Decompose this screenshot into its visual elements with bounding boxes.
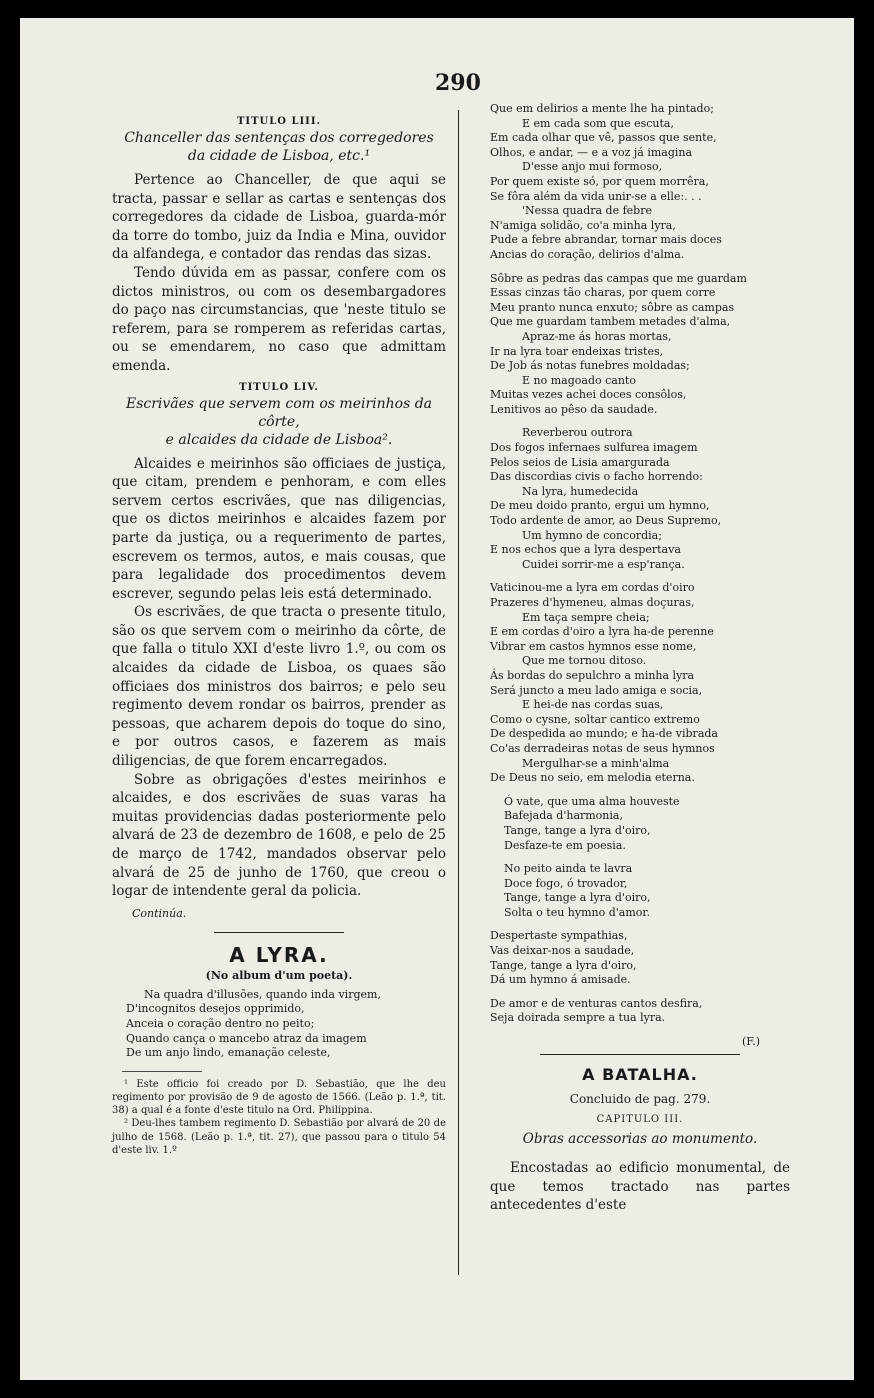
verse-line: Será juncto a meu lado amiga e socia, (490, 683, 703, 697)
verse-line: E em cordas d'oiro a lyra ha-de perenne (490, 625, 714, 639)
poem-signature: (F.) (742, 1035, 760, 1049)
footnote: ² Deu-lhes tambem regimento D. Sebastião por alvará de 20 de julho de 1568. (Leão p. 1.ª, tit. 27), que passou para o titulo 54 d'este liv. 1.º (112, 1118, 446, 1156)
verse-line: D'incognitos desejos opprimido, (126, 1002, 305, 1016)
verse-line: Tange, tange a lyra d'oiro, (504, 823, 651, 837)
verse-line: Das discordias civis o facho horrendo: (490, 470, 703, 484)
verse-line: 'Nessa quadra de febre (522, 204, 652, 218)
verse-line: Reverberou outrora (522, 426, 633, 440)
poem-stanza (490, 929, 790, 987)
verse-line: Pelos seios de Lisia amargurada (490, 455, 670, 469)
lyra-title: A LYRA. (229, 942, 329, 967)
batalha-title: A BATALHA. (582, 1065, 698, 1085)
lyra-poem-continued (490, 102, 790, 1026)
poem-stanza (490, 581, 790, 785)
verse-line: Ir na lyra toar endeixas tristes, (490, 344, 664, 358)
poem-stanza (490, 795, 790, 853)
poem-stanza (490, 862, 790, 920)
column-divider (458, 110, 459, 1275)
titulo-liv-title: Escrivães que servem com os meirinhos da côrte, e alcaides da cidade de Lisboa². (125, 395, 433, 448)
verse-line: De Job ás notas funebres moldadas; (490, 359, 690, 373)
verse-line: Mergulhar-se a minh'alma (522, 756, 670, 770)
poem-stanza (490, 102, 790, 263)
verse-line: Vaticinou-me a lyra em cordas d'oiro (490, 581, 695, 595)
paragraph: Sobre as obrigações d'estes meirinhos e alcaides, e dos escrivães de suas varas ha muitas providencias dadas posteriormente pelo alvará de 23 de dezembro de 1608, e pelo de 25 de março de 1742, mandados observar pelo alvará de 25 de junho de 1760, que creou o logar de intendente geral da policia. (112, 771, 446, 900)
verse-line: De Deus no seio, em melodia eterna. (490, 771, 695, 785)
concluded-note: Concluido de pag. 279. (569, 1092, 711, 1107)
verse-line: Como o cysne, soltar cantico extremo (490, 712, 700, 726)
verse-line: Solta o teu hymno d'amor. (504, 905, 650, 919)
footnote: ¹ Este officio foi creado por D. Sebastião, que lhe deu regimento por provisão de 9 de agosto de 1566. (Leão p. 1.ª, tit. 38) a qual é a fonte d'este titulo na Ord. Philippina. (112, 1078, 446, 1117)
verse-line: Na lyra, humedecida (522, 484, 639, 498)
verse-line: Tange, tange a lyra d'oiro, (504, 891, 651, 905)
titulo-liv-heading: TITULO LIV. (239, 381, 319, 393)
left-column (112, 110, 446, 1157)
verse-line: De um anjo lindo, emanação celeste, (126, 1046, 331, 1060)
verse-line: Doce fogo, ó trovador, (504, 876, 628, 890)
verse-line: Ó vate, que uma alma houveste (504, 794, 680, 808)
verse-line: Em cada olhar que vê, passos que sente, (490, 131, 717, 145)
poem-stanza (490, 426, 790, 572)
verse-line: Essas cinzas tão charas, por quem corre (490, 286, 716, 300)
verse-line: Se fôra além da vida unir-se a elle:. . . (490, 189, 702, 203)
verse-line: Em taça sempre cheia; (522, 610, 650, 624)
verse-line: Dos fogos infernaes sulfurea imagem (490, 441, 698, 455)
continua-note: Continúa. (132, 906, 187, 920)
verse-line: Tange, tange a lyra d'oiro, (490, 958, 637, 972)
verse-line: E no magoado canto (522, 373, 636, 387)
verse-line: Vibrar em castos hymnos esse nome, (490, 639, 697, 653)
lyra-verses (112, 988, 446, 1061)
verse-line: N'amiga solidão, co'a minha lyra, (490, 218, 676, 232)
verse-line: Por quem existe só, por quem morrêra, (490, 174, 709, 188)
verse-line: Meu pranto nunca enxuto; sôbre as campas (490, 300, 735, 314)
paragraph: Tendo dúvida em as passar, confere com os dictos ministros, ou com os desembargadores do paço nas circumstancias, que 'neste titulo se referem, para se romperem as referidas cartas, ou se emendarem, no caso que admittam emenda. (112, 264, 446, 374)
verse-line: No peito ainda te lavra (504, 862, 633, 876)
verse-line: Pude a febre abrandar, tornar mais doces (490, 233, 722, 247)
verse-line: E nos echos que a lyra despertava (490, 543, 681, 557)
verse-line: Ancias do coração, delirios d'alma. (490, 247, 685, 261)
verse-line: Co'as derradeiras notas de seus hymnos (490, 741, 715, 755)
verse-line: D'esse anjo mui formoso, (522, 160, 663, 174)
verse-line: Cuidei sorrir-me a esp'rança. (522, 557, 685, 571)
verse-line: Anceia o coração dentro no peito; (126, 1016, 315, 1030)
verse-line: Apraz-me ás horas mortas, (522, 329, 672, 343)
newspaper-page (20, 18, 854, 1380)
verse-line: Bafejada d'harmonia, (504, 809, 623, 823)
verse-line: Vas deixar-nos a saudade, (490, 944, 635, 958)
paragraph: Pertence ao Chanceller, de que aqui se tracta, passar e sellar as cartas e sentenças dos corregedores da cidade de Lisboa, guarda-mór da torre do tombo, juiz da India e Mina, ouvidor da alfandega, e contador das rendas das sizas. (112, 172, 446, 263)
verse-line: Na quadra d'illusões, quando inda virgem, (144, 987, 381, 1001)
verse-line: E em cada som que escuta, (522, 116, 674, 130)
verse-line: Olhos, e andar, — e a voz já imagina (490, 145, 693, 159)
poem-stanza (490, 272, 790, 418)
right-column (490, 102, 790, 1215)
verse-line: Prazeres d'hymeneu, almas doçuras, (490, 596, 695, 609)
section-rule (214, 932, 344, 933)
verse-line: Lenitivos ao pêso da saudade. (490, 402, 658, 416)
chapter-heading: CAPITULO III. (596, 1114, 684, 1126)
verse-line: De amor e de venturas cantos desfira, (490, 996, 703, 1010)
paragraph: Alcaides e meirinhos são officiaes de justiça, que citam, prendem e penhoram, e com elles servem certos escrivães, que nas diligencias, que os dictos meirinhos e alcaides fazem por parte da justiça, ou a requerimento de partes, escrevem os termos, autos, e mais cousas, que para legalidade dos procedimentos devem escrever, segundo pelas leis está determinado. (112, 455, 446, 602)
verse-line: Que me tornou ditoso. (522, 654, 647, 668)
verse-line: Desfaze-te em poesia. (504, 838, 626, 852)
poem-stanza (490, 997, 790, 1026)
verse-line: E hei-de nas cordas suas, (522, 698, 664, 712)
footnote-rule (122, 1071, 202, 1072)
verse-line: Que em delirios a mente lhe ha pintado; (490, 102, 714, 115)
verse-line: Sôbre as pedras das campas que me guardam (490, 271, 747, 285)
titulo-liii-heading: TITULO LIII. (236, 116, 322, 127)
page-number: 290 (435, 70, 481, 96)
paragraph: Os escrivães, de que tracta o presente titulo, são os que servem com o meirinho da côrte, de que falla o titulo XXI d'este livro 1.º, ou com os alcaides da cidade de Lisboa, os quaes são officiaes dos ministros dos bairros; e pelo seu regimento devem rondar os bairros, prender as pessoas, que acharem depois do toque do sino, e por outros casos, e fazerem as mais diligencias, de que forem encarregados. (112, 604, 446, 770)
verse-line: Quando cança o mancebo atraz da imagem (126, 1031, 367, 1045)
chapter-subtitle: Obras accessorias ao monumento. (522, 1131, 758, 1148)
verse-line: Que me guardam tambem metades d'alma, (490, 315, 731, 329)
titulo-liii-title: Chanceller das sentenças dos corregedores da cidade de Lisboa, etc.¹ (124, 130, 434, 164)
lyra-subtitle: (No album d'um poeta). (205, 968, 353, 982)
paragraph: Encostadas ao edificio monumental, de que temos tractado nas partes antecedentes d'este (490, 1160, 790, 1214)
verse-line: Despertaste sympathias, (490, 929, 628, 943)
verse-line: Um hymno de concordia; (522, 528, 662, 542)
verse-line: Seja doirada sempre a tua lyra. (490, 1011, 666, 1025)
verse-line: Muitas vezes achei doces consôlos, (490, 388, 687, 402)
verse-line: De despedida ao mundo; e ha-de vibrada (490, 727, 718, 741)
verse-line: Todo ardente de amor, ao Deus Supremo, (490, 514, 722, 528)
verse-line: De meu doido pranto, ergui um hymno, (490, 499, 710, 513)
verse-line: Dá um hymno á amisade. (490, 973, 631, 987)
section-rule (540, 1054, 740, 1055)
verse-line: Ás bordas do sepulchro a minha lyra (490, 668, 695, 682)
